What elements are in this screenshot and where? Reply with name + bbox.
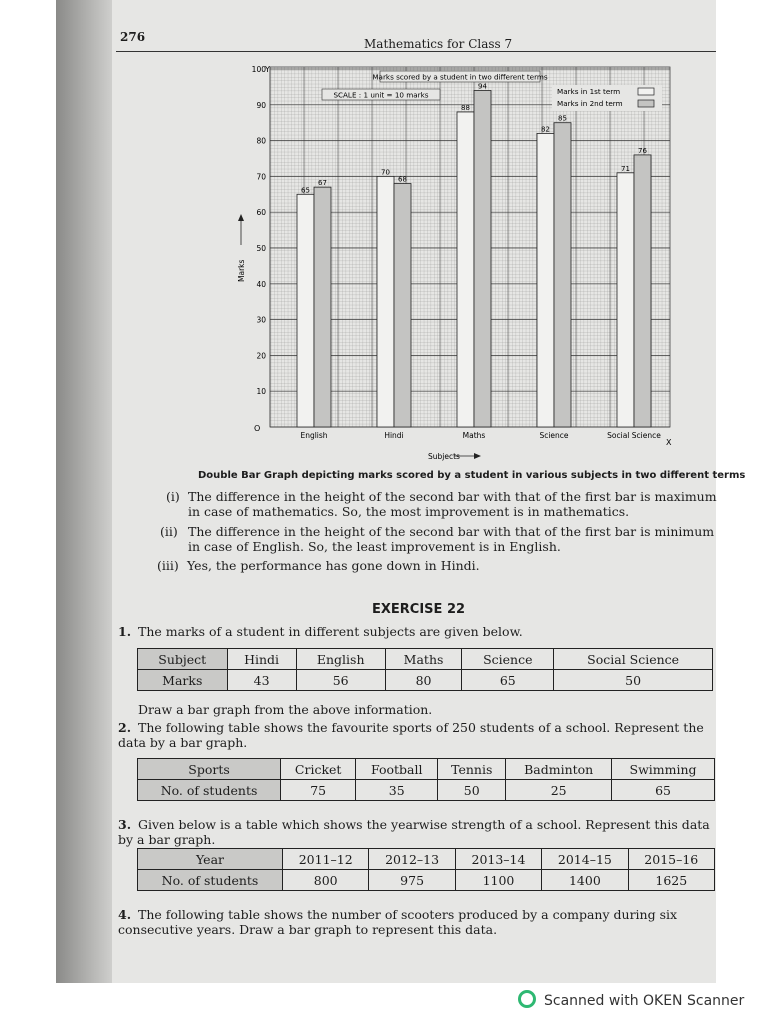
table-cell: Cricket: [281, 759, 356, 780]
question-3-number: 3.: [118, 817, 132, 832]
bar-value-label: 67: [318, 179, 327, 188]
table-cell: 2014–15: [542, 849, 628, 870]
question-1-instruction-text: Draw a bar graph from the above information.: [138, 702, 433, 717]
bar: [537, 133, 554, 427]
legend-label-term2: Marks in 2nd term: [557, 99, 623, 108]
scanner-text: Scanned with OKEN Scanner: [544, 993, 745, 1009]
bar: [377, 176, 394, 427]
x-axis-arrowhead: [474, 453, 481, 459]
table-cell: 56: [296, 670, 385, 691]
table-cell: 50: [554, 670, 713, 691]
legend-swatch-term1: [638, 88, 654, 95]
x-tick-label: Maths: [462, 431, 486, 440]
question-4: [118, 907, 716, 937]
x-tick-label: Science: [539, 431, 569, 440]
legend-label-term1: Marks in 1st term: [557, 87, 621, 96]
question-1: [118, 624, 718, 639]
table-cell: Hindi: [227, 649, 296, 670]
table-sports: [137, 758, 715, 801]
table-marks: [137, 648, 713, 691]
origin-label: O: [254, 424, 261, 433]
book-title: Mathematics for Class 7: [364, 37, 513, 51]
table-cell: Badminton: [506, 759, 612, 780]
question-1-instruction: [118, 702, 718, 717]
bar-value-label: 71: [621, 164, 630, 173]
bar: [634, 155, 651, 427]
bar: [394, 184, 411, 427]
table-row: [138, 759, 715, 780]
table-cell: 2011–12: [283, 849, 369, 870]
table-cell: Science: [462, 649, 554, 670]
table-cell: Football: [356, 759, 438, 780]
table-cell: No. of students: [138, 780, 281, 801]
x-tick-labels: [300, 431, 661, 440]
oken-logo-icon: [518, 990, 536, 1008]
table-row: [138, 780, 715, 801]
x-axis-label: Subjects: [428, 452, 460, 461]
table-cell: Subject: [138, 649, 228, 670]
bar: [554, 123, 571, 427]
bar-value-label: 94: [478, 82, 487, 91]
answer-3-number: (iii): [157, 558, 179, 573]
bar: [617, 173, 634, 427]
bar-value-label: 76: [638, 146, 647, 155]
answer-1-number: (i): [166, 489, 180, 504]
table-cell: 1100: [455, 870, 541, 891]
y-tick-labels: [252, 65, 267, 396]
y-tick-label: 10: [256, 387, 266, 397]
table-cell: Marks: [138, 670, 228, 691]
table-cell: 50: [438, 780, 506, 801]
answer-3-text: Yes, the performance has gone down in Hindi.: [187, 558, 480, 573]
table-cell: 35: [356, 780, 438, 801]
table-row: [138, 849, 715, 870]
table-cell: Swimming: [612, 759, 715, 780]
table-cell: 2015–16: [628, 849, 714, 870]
y-tick-label: 90: [256, 100, 266, 110]
y-axis-label: Marks: [237, 259, 246, 282]
table-cell: 975: [369, 870, 455, 891]
bar-value-label: 65: [301, 186, 310, 195]
question-2-text: The following table shows the favourite sports of 250 students of a school. Represent the data by a bar graph.: [118, 720, 704, 750]
table-row: [138, 870, 715, 891]
table-yearwise-strength: [137, 848, 715, 891]
table-cell: Social Science: [554, 649, 713, 670]
question-4-number: 4.: [118, 907, 132, 922]
y-tick-label: 30: [256, 315, 266, 325]
answer-2: [160, 524, 726, 554]
y-tick-label: 40: [256, 279, 266, 289]
legend-swatch-term2: [638, 100, 654, 107]
bar: [297, 194, 314, 427]
legend: [552, 85, 662, 111]
table-cell: 65: [612, 780, 715, 801]
table-cell: English: [296, 649, 385, 670]
bar: [314, 187, 331, 427]
header-rule: [116, 51, 716, 52]
y-tick-label: 50: [256, 244, 266, 253]
table-cell: No. of students: [138, 870, 283, 891]
y-tick-label: 70: [256, 172, 266, 182]
table-cell: Year: [138, 849, 283, 870]
table-cell: 43: [227, 670, 296, 691]
table-cell: 1400: [542, 870, 628, 891]
table-cell: 2013–14: [455, 849, 541, 870]
table-cell: Tennis: [438, 759, 506, 780]
table-cell: 75: [281, 780, 356, 801]
y-axis-arrowhead: [238, 214, 244, 221]
table-row: [138, 670, 713, 691]
y-axis-letter: Y: [265, 65, 270, 74]
question-1-number: 1.: [118, 624, 132, 639]
bar: [457, 112, 474, 427]
answer-3: [157, 558, 717, 573]
question-3: [118, 817, 716, 847]
bar-value-label: 70: [381, 168, 390, 177]
table-cell: 1625: [628, 870, 714, 891]
page-edge-shadow: [56, 0, 112, 983]
exercise-title: EXERCISE 22: [372, 602, 466, 617]
table-cell: 25: [506, 780, 612, 801]
table-row: [138, 649, 713, 670]
table-cell: 2012–13: [369, 849, 455, 870]
question-2: [118, 720, 716, 750]
bar: [474, 90, 491, 427]
table-cell: 800: [283, 870, 369, 891]
bar-value-label: 88: [461, 103, 470, 112]
answer-2-number: (ii): [160, 524, 178, 539]
table-cell: 65: [462, 670, 554, 691]
question-2-number: 2.: [118, 720, 132, 735]
page-number: 276: [120, 30, 146, 44]
x-tick-label: Hindi: [384, 431, 404, 440]
answer-1: [166, 489, 726, 519]
y-tick-label: 100: [251, 65, 266, 74]
table-cell: Sports: [138, 759, 281, 780]
x-tick-label: Social Science: [607, 431, 661, 440]
answer-1-text: The difference in the height of the second bar with that of the first bar is maximum in case of mathematics. So, the most improvement is in mathematics.: [188, 489, 717, 519]
bar-value-label: 85: [558, 114, 567, 123]
chart-title: Marks scored by a student in two different terms: [372, 72, 548, 82]
question-4-text: The following table shows the number of scooters produced by a company during six consecutive years. Draw a bar graph to represent this data.: [118, 907, 678, 937]
scanner-watermark: [518, 990, 744, 1009]
y-tick-label: 20: [256, 351, 266, 361]
x-tick-label: English: [300, 431, 328, 440]
y-tick-label: 80: [256, 136, 266, 146]
x-axis-letter: X: [666, 438, 672, 447]
answer-2-text: The difference in the height of the second bar with that of the first bar is minimum in case of English. So, the least improvement is in English.: [188, 524, 715, 554]
y-tick-label: 60: [256, 208, 266, 218]
bar-value-label: 68: [398, 175, 407, 184]
table-cell: Maths: [385, 649, 462, 670]
chart-caption: Double Bar Graph depicting marks scored by a student in various subjects in two different terms: [198, 470, 746, 481]
bar-value-label: 82: [541, 125, 550, 134]
table-cell: 80: [385, 670, 462, 691]
question-1-text: The marks of a student in different subjects are given below.: [138, 624, 523, 639]
question-3-text: Given below is a table which shows the yearwise strength of a school. Represent this data by a bar graph.: [118, 817, 710, 847]
double-bar-chart: [230, 60, 700, 470]
scale-note: SCALE : 1 unit = 10 marks: [333, 90, 429, 100]
